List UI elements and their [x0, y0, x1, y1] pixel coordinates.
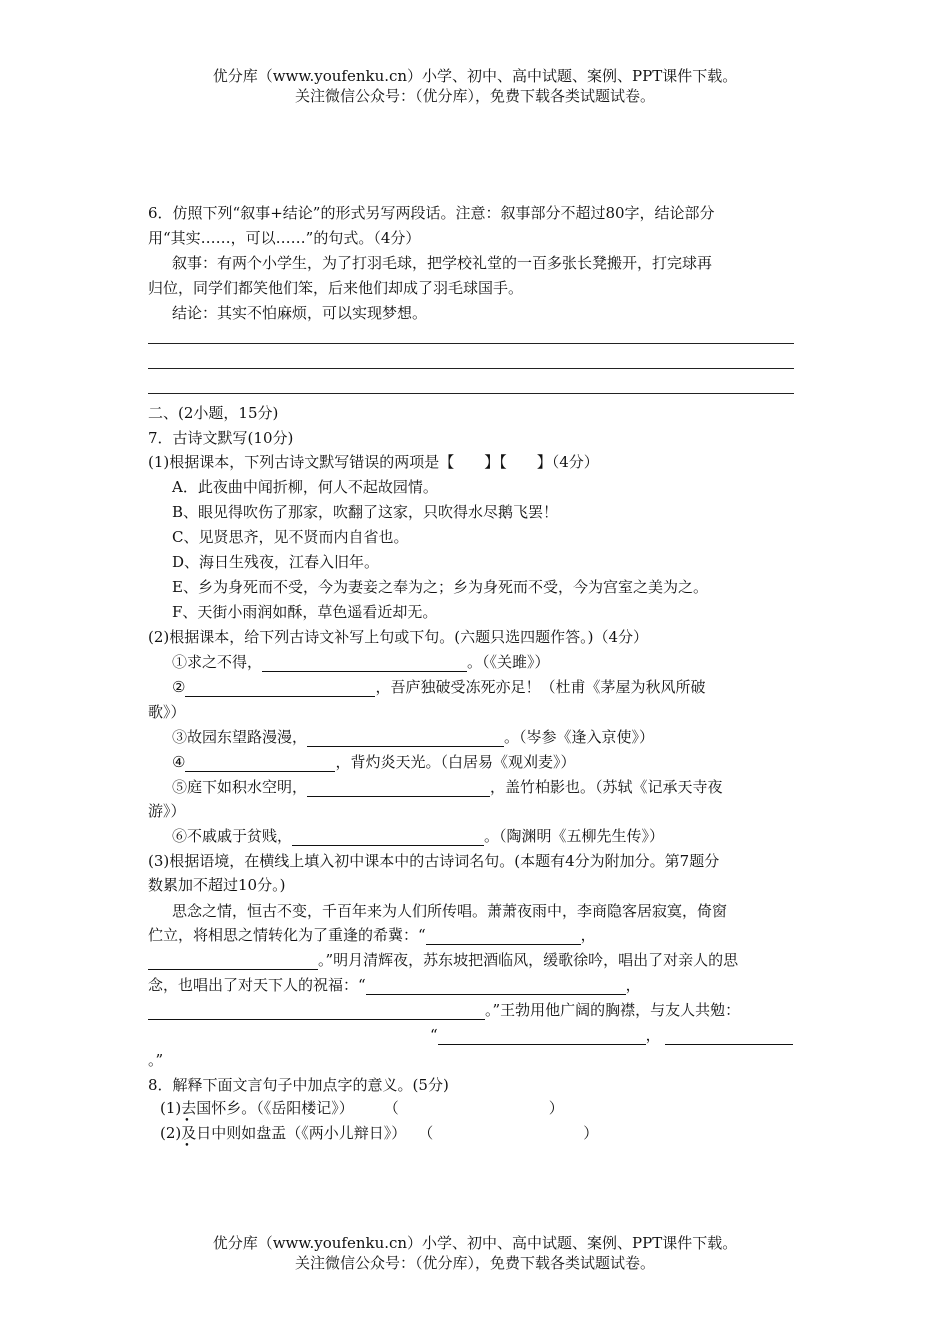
- fill-item-5-cont: 游》）: [148, 802, 186, 820]
- dotted-char: 去: [181, 1099, 197, 1117]
- context-line-2: 伫立，将相思之情转化为了重逢的希冀：“ ，: [148, 926, 596, 944]
- q7-title: 7．古诗文默写(10分): [148, 429, 294, 447]
- q7-part1-intro: (1)根据课本，下列古诗文默写错误的两项是【 】【 】（4分）: [148, 453, 599, 471]
- fill-item-4: ④ ，背灼炎天光。（白居易《观刈麦》）: [172, 753, 576, 771]
- option-a: A．此夜曲中闻折柳，何人不起故园情。: [172, 478, 438, 496]
- fill-blank[interactable]: [307, 730, 504, 747]
- fill-blank[interactable]: [262, 655, 467, 672]
- fill-item-3: ③故园东望路漫漫， 。（岑参《逢入京使》）: [172, 728, 655, 746]
- fill-item-5: ⑤庭下如积水空明， ，盖竹柏影也。（苏轼《记承天寺夜: [172, 778, 723, 796]
- option-e: E、乡为身死而不受，今为妻妾之奉为之；乡为身死而不受，今为宫室之美为之。: [172, 578, 708, 596]
- header-line-2: 关注微信公众号：（优分库），免费下载各类试题试卷。: [294, 87, 655, 105]
- option-b: B、眼见得吹伤了那家，吹翻了这家，只吹得水尽鹅飞罢！: [172, 503, 559, 521]
- q6-prompt-2: 用“其实……，可以……”的句式。（4分）: [148, 229, 421, 247]
- fill-blank[interactable]: [366, 978, 626, 995]
- footer-line-1: 优分库（www.youfenku.cn）小学、初中、高中试题、案例、PPT课件下载。: [212, 1234, 738, 1252]
- q6-conclusion: 结论：其实不怕麻烦，可以实现梦想。: [172, 304, 428, 322]
- fill-blank[interactable]: [307, 780, 490, 797]
- fill-blank[interactable]: [665, 1028, 793, 1045]
- q6-narrative-1: 叙事：有两个小学生，为了打羽毛球，把学校礼堂的一百多张长凳搬开，打完球再: [172, 254, 713, 272]
- fill-item-6: ⑥不戚戚于贫贱， 。（陶渊明《五柳先生传》）: [172, 827, 665, 845]
- q7-part3-intro-1: (3)根据语境，在横线上填入初中课本中的古诗词名句。(本题有4分为附加分。第7题分: [148, 852, 720, 870]
- fill-item-1: ①求之不得， 。（《关雎》）: [172, 653, 550, 671]
- fill-blank[interactable]: [292, 829, 484, 846]
- dotted-char: 及: [181, 1124, 197, 1142]
- answer-line[interactable]: [148, 393, 794, 394]
- fill-blank[interactable]: [185, 680, 375, 697]
- section-two-heading: 二、(2小题，15分): [148, 404, 279, 422]
- option-d: D、海日生残夜，江春入旧年。: [172, 553, 380, 571]
- fill-blank[interactable]: [148, 1003, 485, 1020]
- header-line-1: 优分库（www.youfenku.cn）小学、初中、高中试题、案例、PPT课件下载。: [212, 67, 738, 85]
- q8-title: 8．解释下面文言句子中加点字的意义。(5分): [148, 1076, 449, 1094]
- fill-item-2: ② ，吾庐独破受冻死亦足！（杜甫《茅屋为秋风所破: [172, 678, 706, 696]
- option-f: F、天街小雨润如酥，草色遥看近却无。: [172, 603, 438, 621]
- context-line-6: “ ，: [430, 1025, 793, 1045]
- fill-blank[interactable]: [148, 953, 318, 970]
- answer-line[interactable]: [148, 368, 794, 369]
- answer-line[interactable]: [148, 343, 794, 344]
- context-line-5: 。”王勃用他广阔的胸襟，与友人共勉：: [148, 1000, 740, 1020]
- fill-blank[interactable]: [185, 755, 335, 772]
- q8-item-1: (1)去国怀乡。（《岳阳楼记》） （ ）: [160, 1099, 564, 1117]
- context-line-7: 。”: [148, 1051, 164, 1069]
- fill-blank[interactable]: [426, 928, 581, 945]
- fill-item-2-cont: 歌》）: [148, 703, 186, 721]
- context-line-3: 。”明月清辉夜，苏东坡把酒临风，缓歌徐吟，唱出了对亲人的思: [148, 950, 738, 970]
- context-line-4: 念，也唱出了对天下人的祝福：“ ，: [148, 976, 641, 994]
- q7-part3-intro-2: 数累加不超过10分。): [148, 876, 286, 894]
- option-c: C、见贤思齐，见不贤而内自省也。: [172, 528, 409, 546]
- q6-narrative-2: 归位，同学们都笑他们笨，后来他们却成了羽毛球国手。: [148, 279, 524, 297]
- q8-item-2: (2)及日中则如盘盂（《两小儿辩日》） （ ）: [160, 1124, 599, 1142]
- footer-line-2: 关注微信公众号：（优分库），免费下载各类试题试卷。: [294, 1254, 655, 1272]
- q6-prompt-1: 6．仿照下列“叙事+结论”的形式另写两段话。注意：叙事部分不超过80字，结论部分: [148, 204, 715, 222]
- context-line-1: 思念之情，恒古不变，千百年来为人们所传唱。萧萧夜雨中，李商隐客居寂寞，倚窗: [172, 902, 728, 920]
- fill-blank[interactable]: [438, 1028, 646, 1045]
- q7-part2-intro: (2)根据课本，给下列古诗文补写上句或下句。(六题只选四题作答。)（4分）: [148, 628, 648, 646]
